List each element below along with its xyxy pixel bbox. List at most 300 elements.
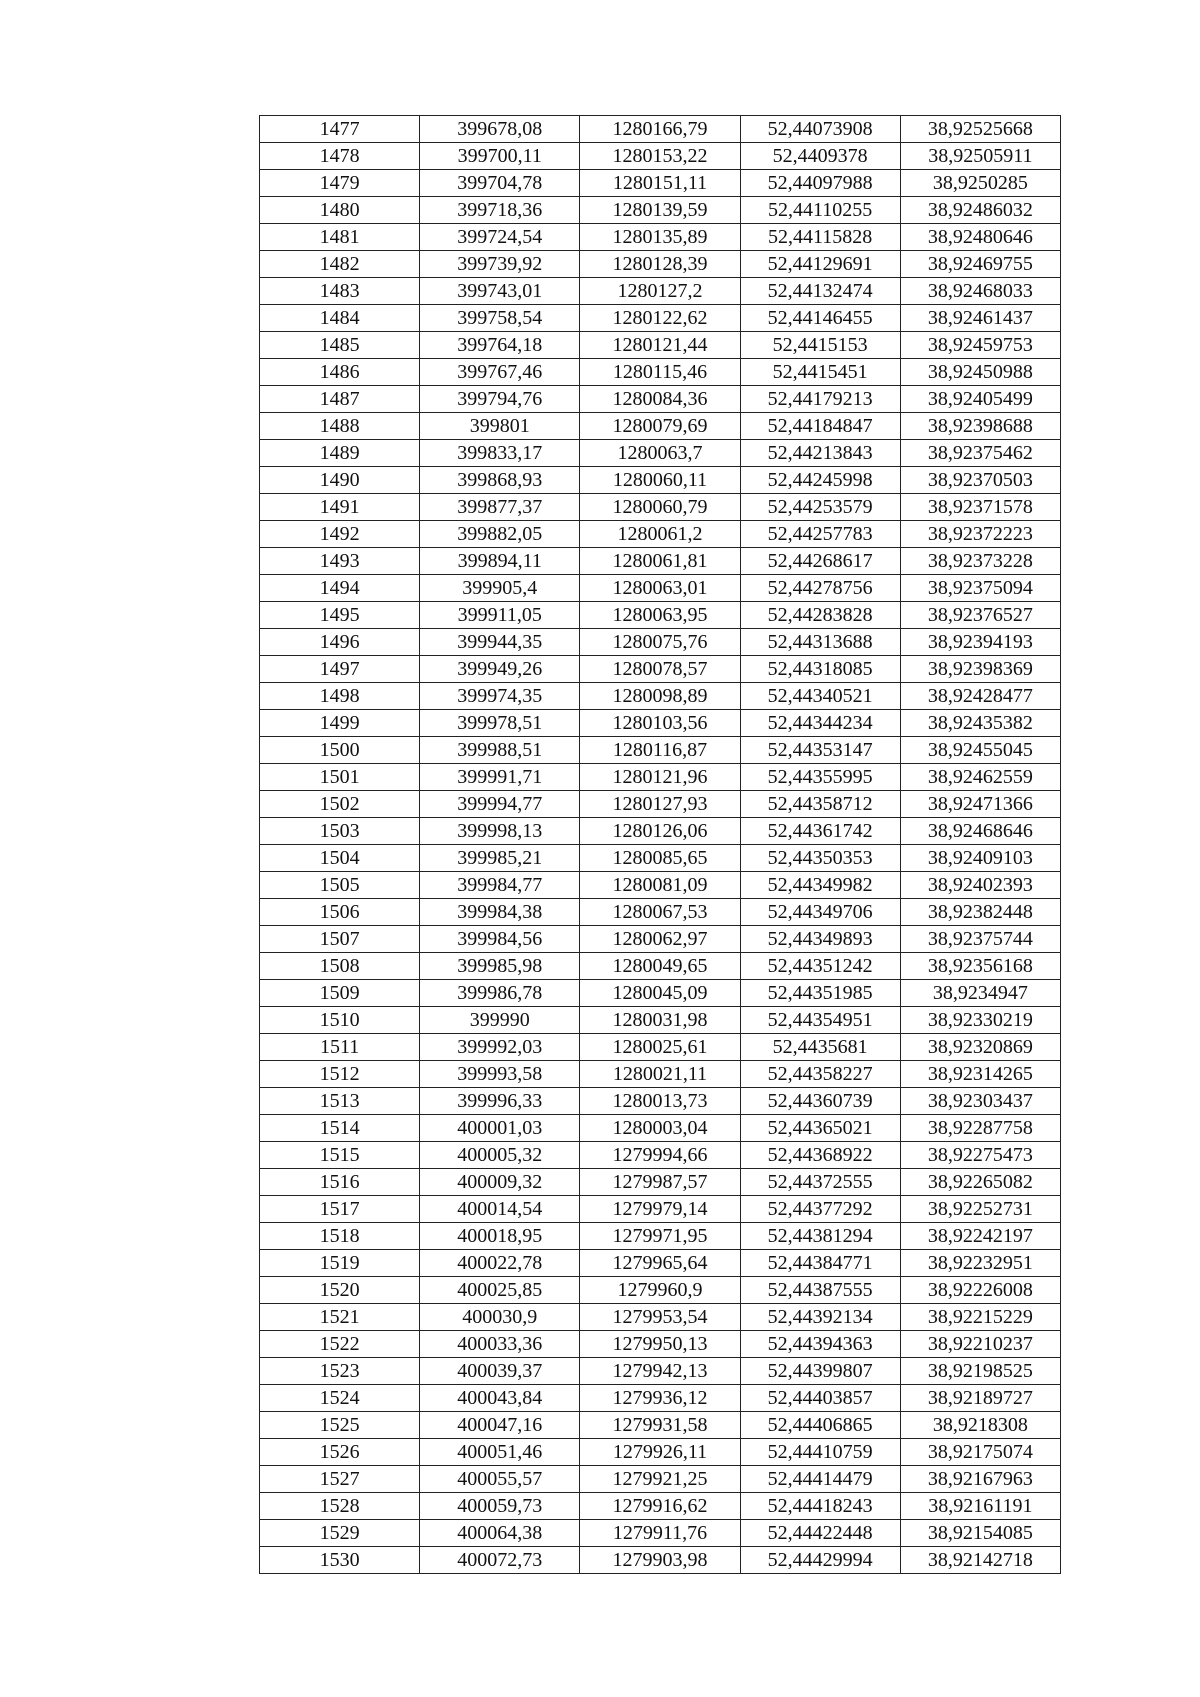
y-coordinate-cell: 1279931,58 — [580, 1412, 740, 1439]
table-row — [260, 494, 1061, 521]
longitude-cell: 38,92450988 — [900, 359, 1060, 386]
longitude-cell: 38,92154085 — [900, 1520, 1060, 1547]
x-coordinate-cell: 400064,38 — [420, 1520, 580, 1547]
point-number-cell: 1496 — [260, 629, 420, 656]
table-row — [260, 1088, 1061, 1115]
point-number-cell: 1503 — [260, 818, 420, 845]
x-coordinate-cell: 400025,85 — [420, 1277, 580, 1304]
point-number-cell: 1477 — [260, 116, 420, 143]
latitude-cell: 52,4415153 — [740, 332, 900, 359]
table-row — [260, 1331, 1061, 1358]
latitude-cell: 52,44257783 — [740, 521, 900, 548]
table-row — [260, 305, 1061, 332]
point-number-cell: 1509 — [260, 980, 420, 1007]
table-row — [260, 548, 1061, 575]
y-coordinate-cell: 1280084,36 — [580, 386, 740, 413]
point-number-cell: 1499 — [260, 710, 420, 737]
x-coordinate-cell: 399724,54 — [420, 224, 580, 251]
table-row — [260, 1169, 1061, 1196]
x-coordinate-cell: 400039,37 — [420, 1358, 580, 1385]
point-number-cell: 1512 — [260, 1061, 420, 1088]
x-coordinate-cell: 400018,95 — [420, 1223, 580, 1250]
y-coordinate-cell: 1280128,39 — [580, 251, 740, 278]
longitude-cell: 38,92461437 — [900, 305, 1060, 332]
y-coordinate-cell: 1280003,04 — [580, 1115, 740, 1142]
longitude-cell: 38,92486032 — [900, 197, 1060, 224]
latitude-cell: 52,44429994 — [740, 1547, 900, 1574]
longitude-cell: 38,92189727 — [900, 1385, 1060, 1412]
latitude-cell: 52,44349706 — [740, 899, 900, 926]
latitude-cell: 52,44353147 — [740, 737, 900, 764]
table-row — [260, 413, 1061, 440]
x-coordinate-cell: 399911,05 — [420, 602, 580, 629]
longitude-cell: 38,92198525 — [900, 1358, 1060, 1385]
y-coordinate-cell: 1279987,57 — [580, 1169, 740, 1196]
y-coordinate-cell: 1279936,12 — [580, 1385, 740, 1412]
latitude-cell: 52,44350353 — [740, 845, 900, 872]
point-number-cell: 1524 — [260, 1385, 420, 1412]
point-number-cell: 1508 — [260, 953, 420, 980]
longitude-cell: 38,92428477 — [900, 683, 1060, 710]
latitude-cell: 52,44365021 — [740, 1115, 900, 1142]
longitude-cell: 38,92398369 — [900, 656, 1060, 683]
y-coordinate-cell: 1280063,95 — [580, 602, 740, 629]
y-coordinate-cell: 1280115,46 — [580, 359, 740, 386]
y-coordinate-cell: 1280063,01 — [580, 575, 740, 602]
table-row — [260, 818, 1061, 845]
table-row — [260, 1115, 1061, 1142]
latitude-cell: 52,44399807 — [740, 1358, 900, 1385]
point-number-cell: 1492 — [260, 521, 420, 548]
coordinates-table — [259, 115, 1061, 1574]
point-number-cell: 1501 — [260, 764, 420, 791]
x-coordinate-cell: 400047,16 — [420, 1412, 580, 1439]
x-coordinate-cell: 399985,98 — [420, 953, 580, 980]
y-coordinate-cell: 1280135,89 — [580, 224, 740, 251]
latitude-cell: 52,44213843 — [740, 440, 900, 467]
latitude-cell: 52,4435681 — [740, 1034, 900, 1061]
latitude-cell: 52,44368922 — [740, 1142, 900, 1169]
table-row — [260, 1277, 1061, 1304]
longitude-cell: 38,92471366 — [900, 791, 1060, 818]
table-row — [260, 1007, 1061, 1034]
latitude-cell: 52,4415451 — [740, 359, 900, 386]
longitude-cell: 38,92215229 — [900, 1304, 1060, 1331]
x-coordinate-cell: 399704,78 — [420, 170, 580, 197]
point-number-cell: 1500 — [260, 737, 420, 764]
table-row — [260, 1061, 1061, 1088]
latitude-cell: 52,44349893 — [740, 926, 900, 953]
y-coordinate-cell: 1280061,81 — [580, 548, 740, 575]
x-coordinate-cell: 399882,05 — [420, 521, 580, 548]
table-row — [260, 683, 1061, 710]
point-number-cell: 1506 — [260, 899, 420, 926]
point-number-cell: 1522 — [260, 1331, 420, 1358]
latitude-cell: 52,44146455 — [740, 305, 900, 332]
x-coordinate-cell: 399984,38 — [420, 899, 580, 926]
point-number-cell: 1526 — [260, 1439, 420, 1466]
table-row — [260, 710, 1061, 737]
y-coordinate-cell: 1280121,44 — [580, 332, 740, 359]
longitude-cell: 38,92409103 — [900, 845, 1060, 872]
point-number-cell: 1495 — [260, 602, 420, 629]
longitude-cell: 38,92468646 — [900, 818, 1060, 845]
longitude-cell: 38,92382448 — [900, 899, 1060, 926]
y-coordinate-cell: 1280013,73 — [580, 1088, 740, 1115]
longitude-cell: 38,92370503 — [900, 467, 1060, 494]
x-coordinate-cell: 400059,73 — [420, 1493, 580, 1520]
point-number-cell: 1488 — [260, 413, 420, 440]
latitude-cell: 52,44355995 — [740, 764, 900, 791]
longitude-cell: 38,92175074 — [900, 1439, 1060, 1466]
table-row — [260, 845, 1061, 872]
latitude-cell: 52,44394363 — [740, 1331, 900, 1358]
point-number-cell: 1487 — [260, 386, 420, 413]
latitude-cell: 52,44414479 — [740, 1466, 900, 1493]
latitude-cell: 52,44422448 — [740, 1520, 900, 1547]
x-coordinate-cell: 399985,21 — [420, 845, 580, 872]
latitude-cell: 52,44381294 — [740, 1223, 900, 1250]
latitude-cell: 52,44245998 — [740, 467, 900, 494]
longitude-cell: 38,92167963 — [900, 1466, 1060, 1493]
point-number-cell: 1504 — [260, 845, 420, 872]
latitude-cell: 52,44129691 — [740, 251, 900, 278]
longitude-cell: 38,92459753 — [900, 332, 1060, 359]
latitude-cell: 52,44344234 — [740, 710, 900, 737]
table-row — [260, 170, 1061, 197]
longitude-cell: 38,92265082 — [900, 1169, 1060, 1196]
point-number-cell: 1497 — [260, 656, 420, 683]
x-coordinate-cell: 399949,26 — [420, 656, 580, 683]
latitude-cell: 52,44377292 — [740, 1196, 900, 1223]
table-row — [260, 1304, 1061, 1331]
y-coordinate-cell: 1279953,54 — [580, 1304, 740, 1331]
x-coordinate-cell: 399993,58 — [420, 1061, 580, 1088]
x-coordinate-cell: 399996,33 — [420, 1088, 580, 1115]
x-coordinate-cell: 399984,56 — [420, 926, 580, 953]
y-coordinate-cell: 1280153,22 — [580, 143, 740, 170]
y-coordinate-cell: 1279950,13 — [580, 1331, 740, 1358]
y-coordinate-cell: 1280126,06 — [580, 818, 740, 845]
table-row — [260, 278, 1061, 305]
point-number-cell: 1527 — [260, 1466, 420, 1493]
longitude-cell: 38,92371578 — [900, 494, 1060, 521]
point-number-cell: 1498 — [260, 683, 420, 710]
y-coordinate-cell: 1279916,62 — [580, 1493, 740, 1520]
y-coordinate-cell: 1279971,95 — [580, 1223, 740, 1250]
point-number-cell: 1505 — [260, 872, 420, 899]
x-coordinate-cell: 399978,51 — [420, 710, 580, 737]
point-number-cell: 1521 — [260, 1304, 420, 1331]
table-row — [260, 899, 1061, 926]
y-coordinate-cell: 1280122,62 — [580, 305, 740, 332]
longitude-cell: 38,92232951 — [900, 1250, 1060, 1277]
table-row — [260, 980, 1061, 1007]
table-row — [260, 1547, 1061, 1574]
x-coordinate-cell: 399905,4 — [420, 575, 580, 602]
point-number-cell: 1489 — [260, 440, 420, 467]
longitude-cell: 38,92372223 — [900, 521, 1060, 548]
latitude-cell: 52,44340521 — [740, 683, 900, 710]
x-coordinate-cell: 400005,32 — [420, 1142, 580, 1169]
y-coordinate-cell: 1280021,11 — [580, 1061, 740, 1088]
x-coordinate-cell: 400055,57 — [420, 1466, 580, 1493]
point-number-cell: 1523 — [260, 1358, 420, 1385]
latitude-cell: 52,44351985 — [740, 980, 900, 1007]
x-coordinate-cell: 400051,46 — [420, 1439, 580, 1466]
longitude-cell: 38,92375744 — [900, 926, 1060, 953]
point-number-cell: 1485 — [260, 332, 420, 359]
y-coordinate-cell: 1280151,11 — [580, 170, 740, 197]
point-number-cell: 1493 — [260, 548, 420, 575]
latitude-cell: 52,4409378 — [740, 143, 900, 170]
longitude-cell: 38,92210237 — [900, 1331, 1060, 1358]
y-coordinate-cell: 1279926,11 — [580, 1439, 740, 1466]
latitude-cell: 52,44110255 — [740, 197, 900, 224]
y-coordinate-cell: 1280049,65 — [580, 953, 740, 980]
longitude-cell: 38,92275473 — [900, 1142, 1060, 1169]
latitude-cell: 52,44387555 — [740, 1277, 900, 1304]
x-coordinate-cell: 399988,51 — [420, 737, 580, 764]
x-coordinate-cell: 399986,78 — [420, 980, 580, 1007]
x-coordinate-cell: 399991,71 — [420, 764, 580, 791]
table-row — [260, 332, 1061, 359]
latitude-cell: 52,44318085 — [740, 656, 900, 683]
x-coordinate-cell: 399944,35 — [420, 629, 580, 656]
latitude-cell: 52,44360739 — [740, 1088, 900, 1115]
point-number-cell: 1530 — [260, 1547, 420, 1574]
table-row — [260, 116, 1061, 143]
x-coordinate-cell: 400030,9 — [420, 1304, 580, 1331]
point-number-cell: 1514 — [260, 1115, 420, 1142]
point-number-cell: 1481 — [260, 224, 420, 251]
longitude-cell: 38,92394193 — [900, 629, 1060, 656]
latitude-cell: 52,44179213 — [740, 386, 900, 413]
latitude-cell: 52,44184847 — [740, 413, 900, 440]
point-number-cell: 1513 — [260, 1088, 420, 1115]
x-coordinate-cell: 399794,76 — [420, 386, 580, 413]
longitude-cell: 38,92303437 — [900, 1088, 1060, 1115]
table-row — [260, 764, 1061, 791]
longitude-cell: 38,92226008 — [900, 1277, 1060, 1304]
table-row — [260, 1142, 1061, 1169]
longitude-cell: 38,92405499 — [900, 386, 1060, 413]
x-coordinate-cell: 400022,78 — [420, 1250, 580, 1277]
x-coordinate-cell: 399764,18 — [420, 332, 580, 359]
point-number-cell: 1511 — [260, 1034, 420, 1061]
table-row — [260, 1385, 1061, 1412]
x-coordinate-cell: 399833,17 — [420, 440, 580, 467]
latitude-cell: 52,44253579 — [740, 494, 900, 521]
x-coordinate-cell: 399801 — [420, 413, 580, 440]
x-coordinate-cell: 399877,37 — [420, 494, 580, 521]
table-row — [260, 1520, 1061, 1547]
x-coordinate-cell: 399718,36 — [420, 197, 580, 224]
y-coordinate-cell: 1280085,65 — [580, 845, 740, 872]
table-row — [260, 197, 1061, 224]
x-coordinate-cell: 399992,03 — [420, 1034, 580, 1061]
latitude-cell: 52,44349982 — [740, 872, 900, 899]
y-coordinate-cell: 1279979,14 — [580, 1196, 740, 1223]
latitude-cell: 52,44132474 — [740, 278, 900, 305]
latitude-cell: 52,44361742 — [740, 818, 900, 845]
point-number-cell: 1507 — [260, 926, 420, 953]
y-coordinate-cell: 1280079,69 — [580, 413, 740, 440]
table-row — [260, 656, 1061, 683]
latitude-cell: 52,44073908 — [740, 116, 900, 143]
y-coordinate-cell: 1279903,98 — [580, 1547, 740, 1574]
point-number-cell: 1502 — [260, 791, 420, 818]
table-row — [260, 1223, 1061, 1250]
y-coordinate-cell: 1280067,53 — [580, 899, 740, 926]
table-row — [260, 386, 1061, 413]
y-coordinate-cell: 1280116,87 — [580, 737, 740, 764]
table-row — [260, 872, 1061, 899]
longitude-cell: 38,92287758 — [900, 1115, 1060, 1142]
point-number-cell: 1520 — [260, 1277, 420, 1304]
y-coordinate-cell: 1279960,9 — [580, 1277, 740, 1304]
y-coordinate-cell: 1279965,64 — [580, 1250, 740, 1277]
latitude-cell: 52,44403857 — [740, 1385, 900, 1412]
longitude-cell: 38,92320869 — [900, 1034, 1060, 1061]
latitude-cell: 52,44283828 — [740, 602, 900, 629]
longitude-cell: 38,92373228 — [900, 548, 1060, 575]
latitude-cell: 52,44268617 — [740, 548, 900, 575]
y-coordinate-cell: 1280081,09 — [580, 872, 740, 899]
y-coordinate-cell: 1280127,2 — [580, 278, 740, 305]
latitude-cell: 52,44358227 — [740, 1061, 900, 1088]
x-coordinate-cell: 399739,92 — [420, 251, 580, 278]
table-row — [260, 575, 1061, 602]
x-coordinate-cell: 399767,46 — [420, 359, 580, 386]
table-row — [260, 629, 1061, 656]
x-coordinate-cell: 399984,77 — [420, 872, 580, 899]
latitude-cell: 52,44097988 — [740, 170, 900, 197]
table-row — [260, 737, 1061, 764]
longitude-cell: 38,92455045 — [900, 737, 1060, 764]
longitude-cell: 38,92480646 — [900, 224, 1060, 251]
y-coordinate-cell: 1280127,93 — [580, 791, 740, 818]
table-row — [260, 359, 1061, 386]
longitude-cell: 38,9250285 — [900, 170, 1060, 197]
longitude-cell: 38,92469755 — [900, 251, 1060, 278]
y-coordinate-cell: 1280103,56 — [580, 710, 740, 737]
y-coordinate-cell: 1280061,2 — [580, 521, 740, 548]
latitude-cell: 52,44351242 — [740, 953, 900, 980]
longitude-cell: 38,92376527 — [900, 602, 1060, 629]
longitude-cell: 38,9234947 — [900, 980, 1060, 1007]
point-number-cell: 1478 — [260, 143, 420, 170]
x-coordinate-cell: 399743,01 — [420, 278, 580, 305]
point-number-cell: 1484 — [260, 305, 420, 332]
table-row — [260, 251, 1061, 278]
x-coordinate-cell: 399678,08 — [420, 116, 580, 143]
x-coordinate-cell: 399974,35 — [420, 683, 580, 710]
latitude-cell: 52,44358712 — [740, 791, 900, 818]
y-coordinate-cell: 1280078,57 — [580, 656, 740, 683]
point-number-cell: 1491 — [260, 494, 420, 521]
longitude-cell: 38,92161191 — [900, 1493, 1060, 1520]
y-coordinate-cell: 1279942,13 — [580, 1358, 740, 1385]
y-coordinate-cell: 1279921,25 — [580, 1466, 740, 1493]
x-coordinate-cell: 400001,03 — [420, 1115, 580, 1142]
latitude-cell: 52,44406865 — [740, 1412, 900, 1439]
table-row — [260, 1358, 1061, 1385]
longitude-cell: 38,9218308 — [900, 1412, 1060, 1439]
table-row — [260, 521, 1061, 548]
point-number-cell: 1486 — [260, 359, 420, 386]
table-row — [260, 791, 1061, 818]
point-number-cell: 1519 — [260, 1250, 420, 1277]
table-row — [260, 143, 1061, 170]
longitude-cell: 38,92468033 — [900, 278, 1060, 305]
point-number-cell: 1525 — [260, 1412, 420, 1439]
x-coordinate-cell: 400014,54 — [420, 1196, 580, 1223]
point-number-cell: 1515 — [260, 1142, 420, 1169]
y-coordinate-cell: 1280062,97 — [580, 926, 740, 953]
x-coordinate-cell: 399990 — [420, 1007, 580, 1034]
x-coordinate-cell: 400033,36 — [420, 1331, 580, 1358]
table-row — [260, 1466, 1061, 1493]
table-row — [260, 602, 1061, 629]
point-number-cell: 1517 — [260, 1196, 420, 1223]
table-row — [260, 926, 1061, 953]
table-row — [260, 1250, 1061, 1277]
table-row — [260, 1034, 1061, 1061]
point-number-cell: 1494 — [260, 575, 420, 602]
point-number-cell: 1482 — [260, 251, 420, 278]
y-coordinate-cell: 1280031,98 — [580, 1007, 740, 1034]
y-coordinate-cell: 1280063,7 — [580, 440, 740, 467]
longitude-cell: 38,92398688 — [900, 413, 1060, 440]
x-coordinate-cell: 399868,93 — [420, 467, 580, 494]
x-coordinate-cell: 400043,84 — [420, 1385, 580, 1412]
latitude-cell: 52,44313688 — [740, 629, 900, 656]
longitude-cell: 38,92462559 — [900, 764, 1060, 791]
point-number-cell: 1528 — [260, 1493, 420, 1520]
latitude-cell: 52,44410759 — [740, 1439, 900, 1466]
coordinates-table-body — [260, 116, 1061, 1574]
longitude-cell: 38,92242197 — [900, 1223, 1060, 1250]
point-number-cell: 1480 — [260, 197, 420, 224]
point-number-cell: 1518 — [260, 1223, 420, 1250]
y-coordinate-cell: 1280060,79 — [580, 494, 740, 521]
x-coordinate-cell: 399758,54 — [420, 305, 580, 332]
table-row — [260, 440, 1061, 467]
longitude-cell: 38,92330219 — [900, 1007, 1060, 1034]
table-row — [260, 1196, 1061, 1223]
point-number-cell: 1510 — [260, 1007, 420, 1034]
longitude-cell: 38,92356168 — [900, 953, 1060, 980]
y-coordinate-cell: 1280166,79 — [580, 116, 740, 143]
point-number-cell: 1479 — [260, 170, 420, 197]
x-coordinate-cell: 400072,73 — [420, 1547, 580, 1574]
longitude-cell: 38,92375462 — [900, 440, 1060, 467]
table-row — [260, 224, 1061, 251]
x-coordinate-cell: 399994,77 — [420, 791, 580, 818]
y-coordinate-cell: 1280139,59 — [580, 197, 740, 224]
point-number-cell: 1483 — [260, 278, 420, 305]
table-row — [260, 1412, 1061, 1439]
longitude-cell: 38,92525668 — [900, 116, 1060, 143]
y-coordinate-cell: 1279994,66 — [580, 1142, 740, 1169]
y-coordinate-cell: 1280025,61 — [580, 1034, 740, 1061]
x-coordinate-cell: 399894,11 — [420, 548, 580, 575]
x-coordinate-cell: 399700,11 — [420, 143, 580, 170]
y-coordinate-cell: 1280121,96 — [580, 764, 740, 791]
latitude-cell: 52,44278756 — [740, 575, 900, 602]
longitude-cell: 38,92142718 — [900, 1547, 1060, 1574]
